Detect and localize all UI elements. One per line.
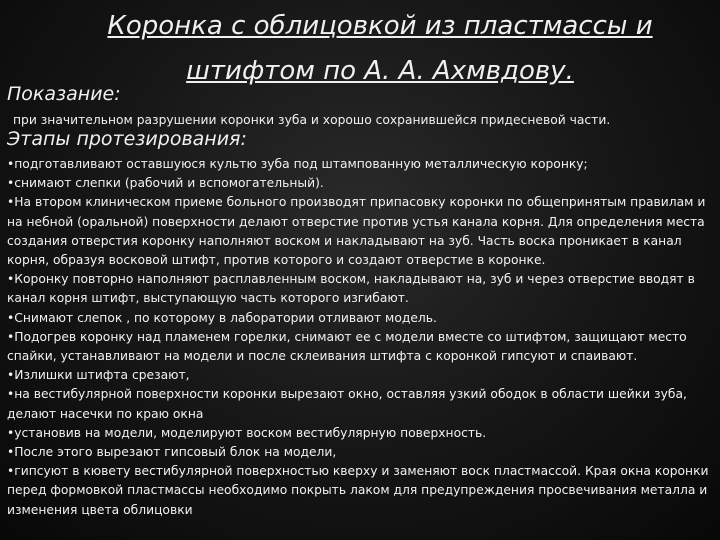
stage-item: •установив на модели, моделируют воском вестибулярную поверхность. <box>7 425 487 440</box>
stage-item: •Коронку повторно наполняют расплавленным воском, накладывают на, зуб и через отверстие вводят в канал корня штифт, выступающую часть которого изгибают. <box>7 272 695 306</box>
indication-label: Показание: <box>7 83 121 105</box>
indication-text: при значительном разрушении коронки зуба и хорошо сохранившейся придесневой части. <box>13 113 611 127</box>
stage-item: •подготавливают оставшуюся культю зуба под штампованную металлическую коронку; <box>7 157 588 171</box>
stage-item: •гипсуют в кювету вестибулярной поверхностью кверху и заменяют воск пластмассой. Края окна коронки перед формовкой пластмассы необходимо покрыть лаком для предупреждения просвечивания металла и изменения цвета облицовки <box>7 464 709 517</box>
stages-label: Этапы протезирования: <box>7 128 247 150</box>
stage-item: •на вестибулярной поверхности коронки вырезают окно, оставляя узкий ободок в области шейки зуба, делают насечки по краю окна <box>7 387 687 421</box>
stage-item: •снимают слепки (рабочий и вспомогательный). <box>7 176 324 191</box>
stage-item: •На втором клиническом приеме больного производят припасовку коронки по общепринятым правилам и на небной (оральной) поверхности делают отверстие против устья канала корня. Для определения места создания отверстия коронку наполняют воском и накладывают на зуб. Часть воска проникает в канал корня, образуя восковой штифт, против которого и создают отверстие в коронке. <box>7 195 706 268</box>
stage-item: •После этого вырезают гипсовый блок на модели, <box>7 445 337 460</box>
stage-item: •Излишки штифта срезают, <box>7 368 190 383</box>
slide-title: Коронка с облицовкой из пластмассы и штифтом по А. А. Ахмвдову. <box>107 11 653 86</box>
stage-item: •Подогрев коронку над пламенем горелки, снимают ее с модели вместе со штифтом, защищают место спайки, устанавливают на модели и после склеивания штифта с коронкой гипсуют и спаивают. <box>7 329 687 364</box>
stages-list <box>7 155 715 520</box>
stage-item: •Снимают слепок , по которому в лаборатории отливают модель. <box>7 310 437 325</box>
